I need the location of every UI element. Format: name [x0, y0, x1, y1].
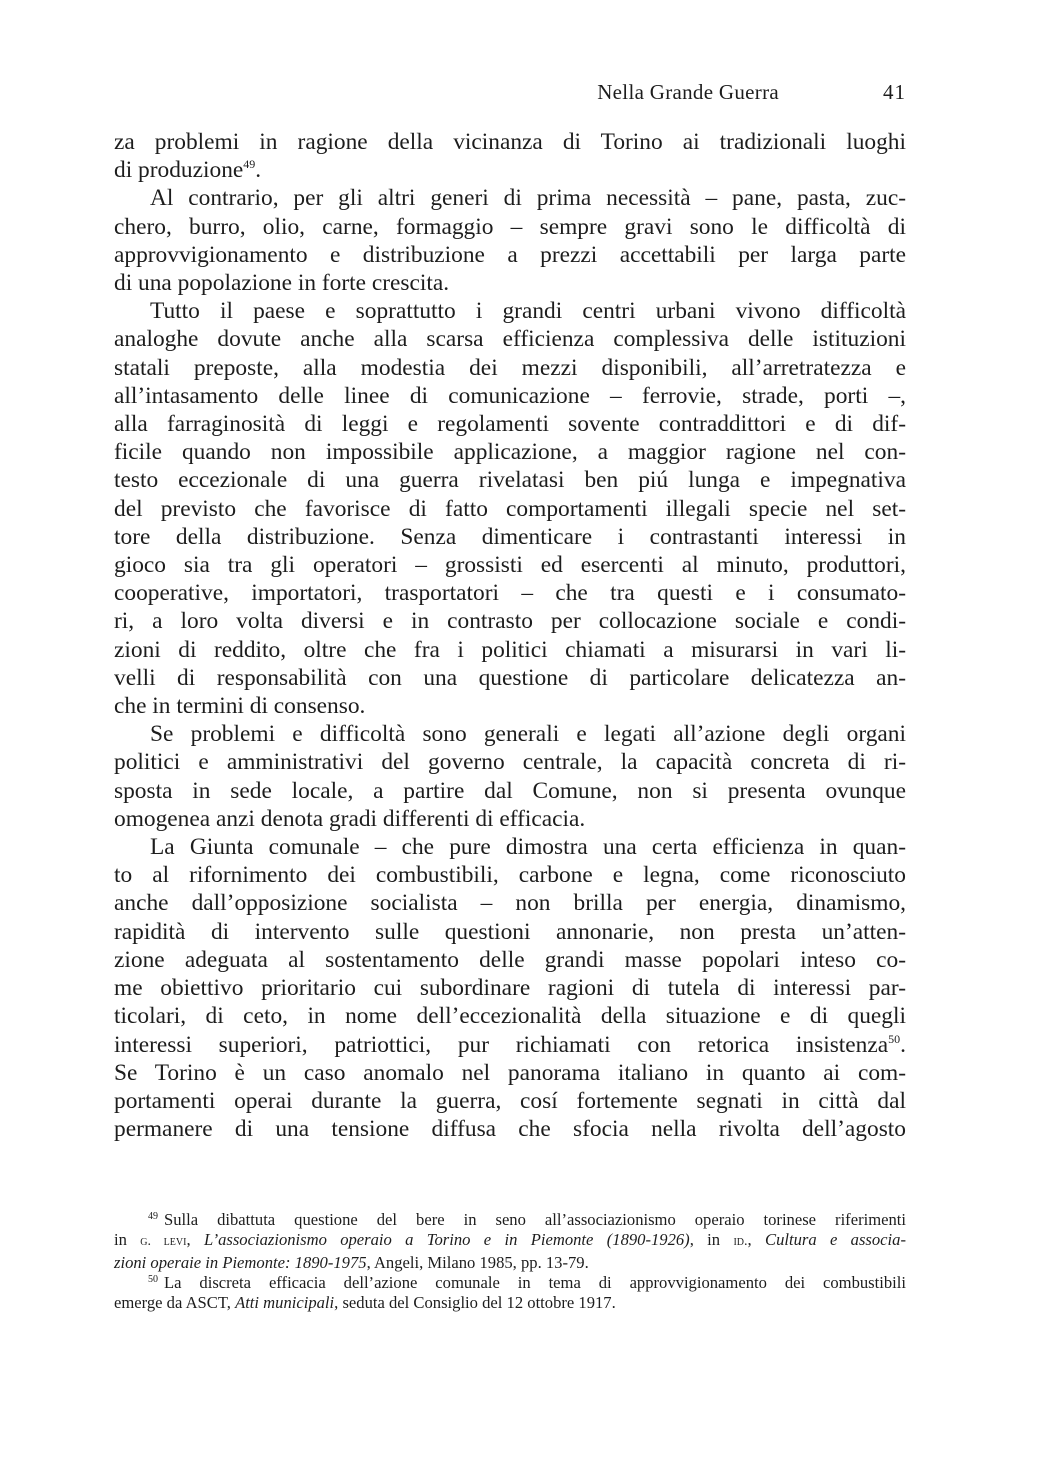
footnote-line: [114, 1230, 906, 1252]
text-span: , seduta del Consiglio del 12 ottobre 1917.: [334, 1293, 616, 1313]
text-line: [114, 1031, 906, 1059]
text-line: ticolari, di ceto, in nome dell’eccezionalità della situazione e di quegli: [114, 1003, 906, 1030]
text-line: che in termini di consenso.: [114, 693, 366, 720]
text-line: statali preposte, alla modestia dei mezzi disponibili, all’arretratezza e: [114, 354, 906, 381]
text-line: zioni di reddito, oltre che fra i politici chiamati a misurarsi in vari li-: [114, 636, 906, 663]
text-line: zione adeguata al sostentamento delle grandi masse popolari inteso co-: [114, 946, 906, 973]
text-line: analoghe dovute anche alla scarsa efficienza complessiva delle istituzioni: [114, 326, 906, 353]
footnote-ref-49[interactable]: 49: [243, 157, 256, 172]
main-text: [114, 128, 906, 1143]
text-span: La discreta efficacia dell’azione comunale in tema di approvvigionamento dei combustibili: [164, 1272, 906, 1292]
text-line: approvvigionamento e distribuzione a prezzi accettabili per larga parte: [114, 241, 906, 268]
footnote-line: [114, 1273, 906, 1293]
text-line: portamenti operai durante la guerra, cosí fortemente segnati in città dal: [114, 1087, 906, 1114]
text-line: permanere di una tensione diffusa che sfocia nella rivolta dell’agosto: [114, 1116, 906, 1143]
text-span: di produzione: [114, 157, 244, 184]
text-span: interessi superiori, patriottici, pur richiamati con retorica insistenza: [114, 1031, 889, 1058]
text-line: del previsto che favorisce di fatto comportamenti illegali specie nel set-: [114, 495, 906, 522]
author-name: g. levi: [140, 1234, 187, 1250]
text-span: .: [255, 157, 262, 184]
text-span: ,: [747, 1230, 752, 1250]
footnote-number: 49: [148, 1211, 158, 1222]
text-line: velli di responsabilità con una questione di particolare delicatezza an-: [114, 664, 906, 691]
text-line: za problemi in ragione della vicinanza di Torino ai tradizionali luoghi: [114, 129, 906, 155]
text-span: , in: [689, 1230, 721, 1250]
text-line: tore della distribuzione. Senza dimenticare i contrastanti interessi in: [114, 523, 906, 550]
running-title: Nella Grande Guerra: [597, 80, 779, 104]
paragraph-2: [114, 184, 906, 297]
page-number: 41: [883, 80, 906, 104]
paragraph-3: [114, 297, 906, 720]
text-line: rapidità di intervento sulle questioni annonarie, non presta un’atten-: [114, 918, 906, 945]
text-line: chero, burro, olio, carne, formaggio – sempre gravi sono le difficoltà di: [114, 213, 906, 240]
text-span: ,: [186, 1230, 191, 1250]
text-line: Al contrario, per gli altri generi di prima necessità – pane, pasta, zuc-: [150, 185, 906, 212]
text-line: Se Torino è un caso anomalo nel panorama italiano in quanto ai com-: [114, 1059, 906, 1086]
text-line: alla farraginosità di leggi e regolamenti sovente contraddittori e di dif-: [114, 411, 906, 438]
text-span: .: [900, 1031, 906, 1058]
footnote-line: [114, 1253, 906, 1273]
text-line: omogenea anzi denota gradi differenti di efficacia.: [114, 805, 586, 832]
footnote-number: 50: [148, 1273, 158, 1285]
text-line: La Giunta comunale – che pure dimostra una certa efficienza in quan-: [150, 834, 906, 861]
text-line: [114, 156, 906, 184]
footnote-49: [114, 1210, 906, 1273]
text-line: ri, a loro volta diversi e in contrasto per collocazione sociale e condi-: [114, 608, 906, 635]
text-line: testo eccezionale di una guerra rivelatasi ben piú lunga e impegnativa: [114, 467, 906, 494]
text-line: ficile quando non impossibile applicazione, a maggior ragione nel con-: [114, 439, 906, 466]
paragraph-4: [114, 720, 906, 833]
paragraph-1: [114, 128, 906, 184]
text-line: gioco sia tra gli operatori – grossisti ed esercenti al minuto, produttori,: [114, 552, 906, 579]
text-line: to al rifornimento dei combustibili, carbone e legna, come riconosciuto: [114, 862, 906, 889]
text-span: Sulla dibattuta questione del bere in seno all’associazionismo operaio torinese riferimenti: [164, 1210, 906, 1229]
text-line: Se problemi e difficoltà sono generali e legati all’azione degli organi: [150, 721, 906, 748]
footnote-ref-50[interactable]: 50: [888, 1031, 901, 1046]
text-span: , Angeli, Milano 1985, pp. 13-79.: [366, 1252, 589, 1272]
page-header: [114, 80, 906, 116]
book-title: Cultura e associa-: [765, 1230, 906, 1250]
text-line: politici e amministrativi del governo centrale, la capacità concreta di ri-: [114, 749, 906, 776]
ibidem-abbrev: id.: [733, 1234, 748, 1250]
text-line: me obiettivo prioritario cui subordinare ragioni di tutela di interessi par-: [114, 975, 906, 1002]
footnotes: [114, 1210, 906, 1313]
text-line: sposta in sede locale, a partire dal Comune, non si presenta ovunque: [114, 777, 906, 804]
text-span: in: [114, 1230, 127, 1250]
footnote-line: [114, 1210, 906, 1230]
text-line: cooperative, importatori, trasportatori – che tra questi e i consumato-: [114, 580, 906, 607]
text-line: anche dall’opposizione socialista – non brilla per energia, dinamismo,: [114, 890, 906, 917]
book-title: zioni operaie in Piemonte: 1890-1975: [114, 1252, 367, 1272]
archive-title: Atti municipali: [235, 1293, 335, 1313]
paragraph-5: [114, 833, 906, 1143]
text-span: emerge da ASCT,: [114, 1293, 231, 1313]
footnote-line: [114, 1293, 906, 1313]
text-line: all’intasamento delle linee di comunicazione – ferrovie, strade, porti –,: [114, 382, 906, 409]
text-line: Tutto il paese e soprattutto i grandi centri urbani vivono difficoltà: [150, 298, 906, 325]
footnote-50: [114, 1273, 906, 1314]
text-line: di una popolazione in forte crescita.: [114, 270, 450, 297]
book-title: L’associazionismo operaio a Torino e in Piemonte (1890-1926): [203, 1230, 690, 1250]
